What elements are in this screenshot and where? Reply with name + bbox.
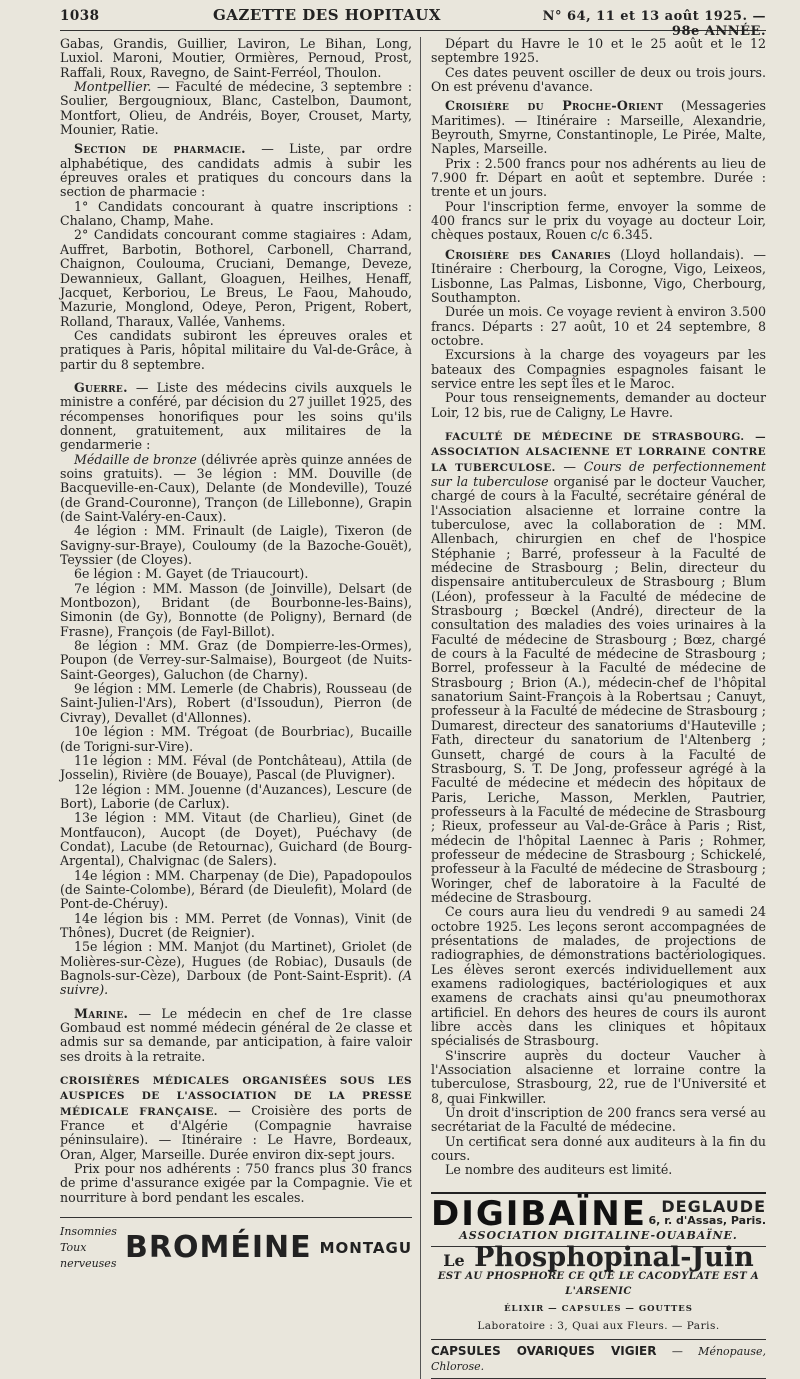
ad-row: [431, 1193, 766, 1234]
section-heading: CROISIÈRES MÉDICALES ORGANISÉES SOUS LES AUSPICES DE L'ASSOCIATION DE LA PRESSE MÉDICALE FRANÇAISE.: [60, 1075, 412, 1118]
paragraph: Le nombre des auditeurs est limité.: [445, 1162, 673, 1178]
page-header: [60, 6, 766, 39]
paragraph: [431, 248, 766, 305]
paragraph: Prix : 2.500 francs pour nos adhérents au lieu de 7.900 fr. Départ en août et septembre. Durée : trente et un jours.: [431, 155, 766, 200]
paragraph: Un droit d'inscription de 200 francs sera versé au secrétariat de la Faculté de médecine.: [431, 1105, 766, 1135]
paragraph: S'inscrire auprès du docteur Vaucher à l'Association alsacienne et lorraine contre la tuberculose, Strasbourg, 22, rue de l'Université et 8, quai Finkwiller.: [431, 1047, 766, 1106]
section-heading: Section de pharmacie.: [74, 141, 246, 157]
paragraph: 10e légion : MM. Trégoat (de Bourbriac), Bucaille (de Torigni-sur-Vire).: [60, 724, 412, 754]
spacer: [60, 1064, 412, 1073]
ad-tagline: ASSOCIATION DIGITALINE-OUABAÏNE.: [431, 1229, 766, 1247]
ad-brand-name: Phosphopinal-Juin: [474, 1241, 754, 1273]
paragraph: 7e légion : MM. Masson (de Joinville), Delsart (de Montbozon), Bridant (de Bourbonne-les-Bains), Simonin (de Gy), Bonnotte (de Poligny), Bernard (de Frasne), François (de Fayl-Billot).: [60, 580, 412, 639]
issue-info: N° 64, 11 et 13 août 1925. — 98e ANNÉE.: [542, 9, 766, 39]
ad-brand: [431, 1241, 766, 1273]
paragraph: 13e légion : MM. Vitaut (de Charlieu), Ginet (de Montfaucon), Aucopt (de Doyet), Puéchavy (de Condat), Lacube (de Retournac), Guichard (de Bourg-Argental), Chalvignac (de Salers).: [60, 810, 412, 869]
paragraph: Ces dates peuvent osciller de deux ou trois jours. On est prévenu d'avance.: [431, 64, 766, 95]
paragraph: 14e légion : MM. Charpenay (de Die), Papadopoulos (de Sainte-Colombe), Bérard (de Dieulefit), Molard (de Pont-de-Chéruy).: [60, 867, 412, 912]
paragraph: Excursions à la charge des voyageurs par les bateaux des Compagnies espagnoles faisant le service entre les sept îles et le Maroc.: [431, 347, 766, 391]
paragraph-text: — Liste, par ordre alphabétique, des candidats admis à subir les épreuves orales et pratiques du concours dans la section de pharmacie :: [60, 141, 412, 200]
ad-maker: MONTAGU: [319, 1238, 412, 1257]
paragraph: 1° Candidats concourant à quatre inscriptions : Chalano, Champ, Mahe.: [60, 198, 412, 229]
paragraph: 12e légion : MM. Jouenne (d'Auzances), Lescure (de Bort), Laborie (de Carlux).: [60, 781, 412, 811]
ad-maker-name: DEGLAUDE: [661, 1196, 766, 1216]
phosphopinal-advert: [431, 1241, 766, 1334]
paragraph: Prix pour nos adhérents : 750 francs plus 30 francs de prime d'assurance exigée par la Compagnie. Vie et nourriture à bord pendant les escales.: [60, 1161, 412, 1205]
paragraph: [60, 940, 412, 997]
journal-title: GAZETTE DES HOPITAUX: [212, 6, 441, 24]
paragraph: Gabas, Grandis, Guillier, Laviron, Le Bihan, Long, Luxiol. Maroni, Moutier, Ormières, Pernoud, Prost, Raffali, Roux, Ravegno, de Saint-Ferréol, Thoulon.: [60, 36, 412, 80]
columns: [60, 37, 766, 1379]
ad-slogan: EST AU PHOSPHORE CE QUE LE CACODYLATE EST A L'ARSENIC: [437, 1271, 760, 1297]
city-name: Montpellier.: [74, 79, 152, 95]
ad-forms: ÉLIXIR — CAPSULES — GOUTTES: [504, 1303, 693, 1314]
page-number: 1038: [60, 8, 100, 24]
ad-line: Toux nerveuses: [60, 1241, 117, 1271]
ad-brand: DIGIBAÏNE: [431, 1193, 647, 1234]
paragraph: Pour tous renseignements, demander au docteur Loir, 12 bis, rue de Caligny, Le Havre.: [431, 390, 766, 420]
ad-brand: BROMÉINE: [125, 1229, 312, 1265]
ad-indications: — Ménopause, Chlorose.: [431, 1344, 766, 1373]
paragraph: 4e légion : MM. Frinault (de Laigle), Tixeron (de Savigny-sur-Braye), Couloumy (de la Bazoche-Gouët), Teyssier (de Cloyes).: [60, 523, 412, 568]
ad-maker-address: 6, r. d'Assas, Paris.: [648, 1214, 766, 1228]
paragraph-text: — Croisière des ports de France et d'Algérie (Compagnie havraise péninsulaire). — Itinéraire : Le Havre, Bordeaux, Oran, Alger, Marseille. Durée environ dix-sept jours.: [60, 1102, 412, 1162]
medal-name: Médaille de bronze: [74, 451, 197, 467]
section-heading: Marine.: [74, 1005, 129, 1021]
ad-line: Insomnies: [60, 1225, 117, 1239]
paragraph-text: organisé par le docteur Vaucher, chargé de cours à la Faculté, secrétaire général de l'Association alsacienne et lorraine contre la tuberculose, avec la collaboration de : MM. Allenbach, chirurgien en chef de l'hospice Stéphanie ; Barré, professeur à la Faculté de médecine de Strasbourg ; Belin, directeur du dispensaire antituberculeux de Strasbourg ; Blum (Léon), professeur à la Faculté de médecine de Strasbourg ; Bœckel (André), directeur de la consultation des maladies des voies urinaires à la Faculté de médecine de Strasbourg ; Bœz, chargé de cours à la Faculté de médecine de Strasbourg ; Borrel, professeur à la Faculté de médecine de Strasbourg ; Brion (A.), médecin-chef de l'hôpital sanatorium Saint-François à la Robertsau ; Canuyt, professeur à la Faculté de médecine de Strasbourg ; Dumarest, directeur des sanatoriums d'Hauteville ; Fath, directeur du sanatorium de l'Altenberg ; Gunsett, chargé de cours à la Faculté de Strasbourg, S. T. De Jong, professeur agrégé à la Faculté de médecine et médecin des hôpitaux de Paris, Leriche, Masson, Merklen, Pautrier, professeurs à la Faculté de médecine de Strasbourg ; Rieux, professeur au Val-de-Grâce à Paris ; Rist, médecin de l'hôpital Laennec à Paris ; Rohmer, professeur de médecine de Strasbourg ; Schickelé, professeur à la Faculté de médecine de Strasbourg ; Woringer, chef de laboratoire à la Faculté de médecine de Strasbourg.: [431, 473, 766, 905]
paragraph: [60, 1007, 412, 1064]
right-column: [420, 37, 766, 1379]
paragraph: [60, 453, 412, 525]
paragraph: 6e légion : M. Gayet (de Triaucourt).: [74, 566, 309, 582]
paragraph: Ces candidats subiront les épreuves orales et pratiques à Paris, hôpital militaire du Val-de-Grâce, à partir du 8 septembre.: [60, 327, 412, 372]
ad-indications: [60, 1224, 125, 1272]
section-heading: FACULTÉ DE MÉDECINE DE STRASBOURG.: [445, 430, 745, 443]
paragraph: 9e légion : MM. Lemerle (de Chabris), Rousseau (de Saint-Julien-l'Ars), Robert (d'Issoudun), Pierron (de Civray), Devallet (d'Allonnes).: [60, 681, 412, 725]
paragraph-text: (Lloyd hollandais). — Itinéraire : Cherbourg, la Corogne, Vigo, Leixeos, Lisbonne, Las Palmas, Lisbonne, Vigo, Cherbourg, Southampton.: [431, 246, 766, 305]
ad-brand: CAPSULES OVARIQUES VIGIER: [431, 1343, 657, 1358]
spacer: [431, 420, 766, 429]
to-be-continued: (A suivre).: [60, 968, 412, 998]
course-title: — Cours de perfectionnement sur la tuberculose: [431, 458, 766, 489]
section-heading: Croisière des Canaries: [445, 246, 611, 262]
paragraph: Ce cours aura lieu du vendredi 9 au samedi 24 octobre 1925. Les leçons seront accompagnées de présentations de malades, de projections de radiographies, de démonstrations bactériologiques. Les élèves seront exercés individuellement aux examens radiologiques, bactériologiques et aux examens de crachats ainsi qu'au pneumothorax artificiel. En dehors des heures de cours ils auront libre accès dans les cliniques et hôpitaux spécialisés de Strasbourg.: [431, 904, 766, 1049]
paragraph: Pour l'inscription ferme, envoyer la somme de 400 francs sur le prix du voyage au docteur Loir, chèques postaux, Rouen c/c 6.345.: [431, 198, 766, 243]
paragraph-text: (Messageries Maritimes). — Itinéraire : Marseille, Alexandrie, Beyrouth, Smyrne, Constantinople, Le Pirée, Malte, Naples, Marseille.: [431, 98, 766, 157]
paragraph-text: — Faculté de médecine, 3 septembre : Soulier, Bergougnioux, Blanc, Castelbon, Daumont, Montfort, Olieu, de Andréis, Boyer, Crouset, Marty, Mounier, Ratie.: [60, 79, 412, 138]
paragraph: [431, 99, 766, 156]
capsules-advert: [431, 1344, 766, 1375]
paragraph: Départ du Havre le 10 et le 25 août et le 12 septembre 1925.: [431, 36, 766, 66]
ad-article: Le: [443, 1250, 465, 1270]
paragraph: [60, 381, 412, 453]
paragraph: [60, 1073, 412, 1162]
paragraph: Durée un mois. Ce voyage revient à environ 3.500 francs. Départs : 27 août, 10 et 24 septembre, 8 octobre.: [431, 304, 766, 348]
paragraph: 11e légion : MM. Féval (de Pontchâteau), Attila (de Josselin), Rivière (de Bouaye), Pascal (de Pluvigner).: [60, 752, 412, 783]
paragraph: 14e légion bis : MM. Perret (de Vonnas), Vinit (de Thônes), Ducret (de Reignier).: [60, 910, 412, 940]
paragraph-text: — Le médecin en chef de 1re classe Gombaud est nommé médecin général de 2e classe et admis sur sa demande, par anticipation, à faire valoir ses droits à la retraite.: [60, 1005, 412, 1064]
ad-address: Laboratoire : 3, Quai aux Fleurs. — Paris.: [477, 1320, 720, 1333]
paragraph: 8e légion : MM. Graz (de Dompierre-les-Ormes), Poupon (de Verrey-sur-Salmaise), Bourgeot (de Nuits-Saint-Georges), Galuchon (de Charny).: [60, 638, 412, 682]
ad-maker: [648, 1196, 766, 1229]
digibaine-advert: [431, 1192, 766, 1247]
bromeine-advert: [60, 1217, 412, 1272]
paragraph: Un certificat sera donné aux auditeurs à la fin du cours.: [431, 1133, 766, 1164]
paragraph-text: (délivrée après quinze années de soins gratuits). — 3e légion : MM. Douville (de Bacqueville-en-Caux), Delante (de Mondeville), Touzé (de Grand-Couronne), Trançon (de Lillebonne), Grapin (de Saint-Valéry-en-Caux).: [60, 451, 413, 524]
paragraph: [431, 429, 766, 905]
paragraph: 2° Candidats concourant comme stagiaires : Adam, Auffret, Barbotin, Bothorel, Carbonell, Charrand, Chaignon, Coulouma, Cruciani, Demange, Deveze, Dewannieux, Gallant, Gloaguen, Heilhes, Henaff, Jacquet, Kerboriou, Le Breus, Le Faou, Mahoudo, Mazurie, Monglond, Odeye, Peron, Prigent, Robert, Rolland, Tharaux, Vallée, Vanhems.: [60, 227, 412, 329]
section-subheading: — ASSOCIATION ALSACIENNE ET LORRAINE CONTRE LA TUBERCULOSE.: [431, 430, 766, 474]
left-column: [60, 37, 420, 1379]
paragraph: [60, 80, 412, 137]
section-heading: Guerre.: [74, 379, 128, 395]
ad-rule: [431, 1339, 766, 1340]
paragraph-text: 15e légion : MM. Manjot (du Martinet), Griolet (de Molières-sur-Cèze), Hugues (de Robiac), Dusauls (de Bagnols-sur-Cèze), Darboux (de Pont-Saint-Esprit).: [60, 939, 412, 983]
section-heading: Croisière du Proche-Orient: [445, 98, 664, 114]
paragraph-text: — Liste des médecins civils auxquels le ministre a conféré, par décision du 27 juillet 1925, des récompenses honorifiques pour les soins qu'ils donnent, gratuitement, aux militaires de la gendarmerie :: [60, 379, 412, 453]
paragraph: [60, 142, 412, 199]
